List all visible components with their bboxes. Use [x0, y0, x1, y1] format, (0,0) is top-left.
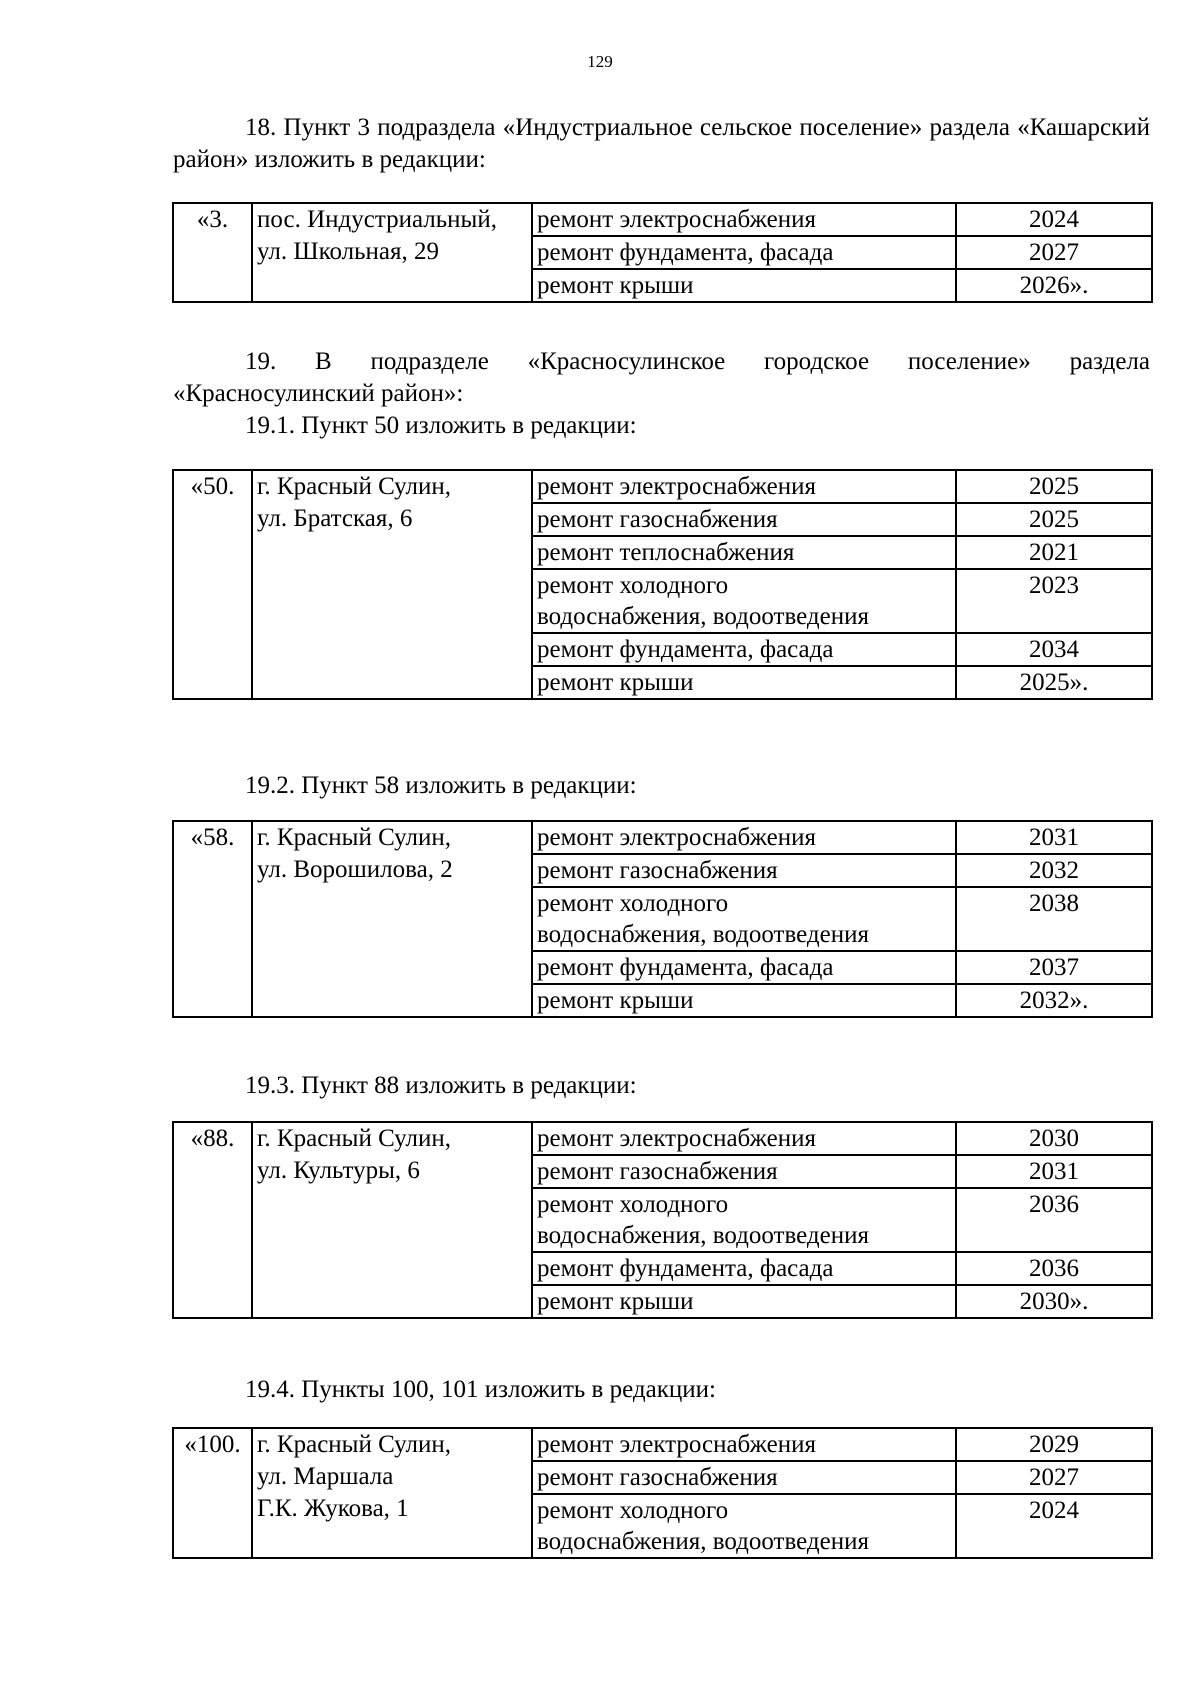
work-type-cell	[532, 1188, 956, 1252]
amendment-table	[172, 1121, 1153, 1319]
year-cell: 2026».	[956, 269, 1152, 302]
paragraph	[173, 346, 1150, 410]
work-type-cell	[532, 536, 956, 569]
year-cell: 2025	[956, 470, 1152, 503]
year-cell: 2024	[956, 1494, 1152, 1558]
work-type-line: ремонт фундамента, фасада	[537, 636, 834, 663]
address-line: пос. Индустриальный,	[257, 206, 497, 233]
item-number: «50.	[173, 470, 252, 699]
address-cell	[252, 821, 532, 1017]
work-type-cell	[532, 503, 956, 536]
year-cell: 2025».	[956, 666, 1152, 699]
work-type-line: ремонт фундамента, фасада	[537, 1255, 834, 1282]
item-number: «58.	[173, 821, 252, 1017]
work-type-cell	[532, 236, 956, 269]
work-type-line: ремонт холодного	[537, 572, 729, 599]
year-cell: 2030	[956, 1122, 1152, 1155]
address-line: ул. Культуры, 6	[257, 1157, 420, 1184]
table-row	[173, 1122, 1152, 1155]
work-type-line: водоснабжения, водоотведения	[537, 921, 869, 948]
year-cell: 2021	[956, 536, 1152, 569]
work-type-cell	[532, 821, 956, 854]
year-cell: 2027	[956, 1461, 1152, 1494]
year-cell: 2037	[956, 951, 1152, 984]
work-type-line: ремонт электроснабжения	[537, 824, 816, 851]
work-type-line: водоснабжения, водоотведения	[537, 1222, 869, 1249]
address-line: ул. Братская, 6	[257, 505, 413, 532]
work-type-cell	[532, 854, 956, 887]
subparagraph: 19.1. Пункт 50 изложить в редакции:	[245, 412, 637, 439]
work-type-line: ремонт газоснабжения	[537, 1158, 778, 1185]
page-number: 129	[587, 52, 613, 71]
address-line: г. Красный Сулин,	[257, 1125, 452, 1152]
address-line: ул. Школьная, 29	[257, 238, 439, 265]
paragraph	[173, 112, 1150, 176]
work-type-cell	[532, 1461, 956, 1494]
year-cell: 2032	[956, 854, 1152, 887]
address-cell	[252, 203, 532, 302]
amendment-table	[172, 1427, 1153, 1559]
work-type-cell	[532, 569, 956, 633]
work-type-line: ремонт газоснабжения	[537, 1464, 778, 1491]
table-row	[173, 470, 1152, 503]
year-cell: 2036	[956, 1252, 1152, 1285]
work-type-line: ремонт электроснабжения	[537, 1125, 816, 1152]
year-cell: 2031	[956, 821, 1152, 854]
work-type-line: ремонт газоснабжения	[537, 857, 778, 884]
address-cell	[252, 1428, 532, 1558]
work-type-line: ремонт холодного	[537, 1191, 729, 1218]
item-number: «100.	[173, 1428, 252, 1558]
work-type-cell	[532, 633, 956, 666]
year-cell: 2031	[956, 1155, 1152, 1188]
work-type-line: ремонт холодного	[537, 890, 729, 917]
work-type-line: ремонт теплоснабжения	[537, 539, 795, 566]
work-type-line: водоснабжения, водоотведения	[537, 603, 869, 630]
subparagraph: 19.3. Пункт 88 изложить в редакции:	[245, 1072, 637, 1099]
paragraph-text: 18. Пункт 3 подраздела «Индустриальное сельское поселение» раздела «Кашарский район» изложить в редакции:	[173, 114, 1150, 173]
amendment-table	[172, 820, 1153, 1018]
year-cell: 2027	[956, 236, 1152, 269]
paragraph-text: 19. В подразделе «Красносулинское городское поселение» раздела «Красносулинский район»:	[173, 348, 1150, 407]
address-cell	[252, 1122, 532, 1318]
subparagraph: 19.4. Пункты 100, 101 изложить в редакции:	[245, 1376, 716, 1403]
year-cell: 2036	[956, 1188, 1152, 1252]
item-number: «3.	[173, 203, 252, 302]
work-type-cell	[532, 1285, 956, 1318]
item-number: «88.	[173, 1122, 252, 1318]
work-type-cell	[532, 470, 956, 503]
table-row	[173, 203, 1152, 236]
work-type-line: ремонт крыши	[537, 987, 694, 1014]
subparagraph: 19.2. Пункт 58 изложить в редакции:	[245, 772, 637, 799]
work-type-cell	[532, 666, 956, 699]
work-type-cell	[532, 1155, 956, 1188]
work-type-cell	[532, 203, 956, 236]
year-cell: 2030».	[956, 1285, 1152, 1318]
year-cell: 2029	[956, 1428, 1152, 1461]
address-line: Г.К. Жукова, 1	[257, 1495, 409, 1522]
year-cell: 2032».	[956, 984, 1152, 1017]
year-cell: 2024	[956, 203, 1152, 236]
address-line: ул. Маршала	[257, 1463, 394, 1490]
work-type-line: ремонт газоснабжения	[537, 506, 778, 533]
work-type-line: ремонт крыши	[537, 272, 694, 299]
work-type-cell	[532, 1428, 956, 1461]
work-type-line: ремонт холодного	[537, 1497, 729, 1524]
address-cell	[252, 470, 532, 699]
work-type-cell	[532, 269, 956, 302]
work-type-line: ремонт электроснабжения	[537, 206, 816, 233]
work-type-line: ремонт фундамента, фасада	[537, 954, 834, 981]
table-row	[173, 1428, 1152, 1461]
year-cell: 2038	[956, 887, 1152, 951]
work-type-line: ремонт крыши	[537, 669, 694, 696]
work-type-cell	[532, 984, 956, 1017]
year-cell: 2034	[956, 633, 1152, 666]
amendment-table	[172, 202, 1153, 303]
address-line: ул. Ворошилова, 2	[257, 856, 453, 883]
work-type-cell	[532, 887, 956, 951]
work-type-line: ремонт электроснабжения	[537, 1431, 816, 1458]
work-type-line: ремонт электроснабжения	[537, 473, 816, 500]
address-line: г. Красный Сулин,	[257, 824, 452, 851]
amendment-table	[172, 469, 1153, 700]
work-type-cell	[532, 1252, 956, 1285]
address-line: г. Красный Сулин,	[257, 473, 452, 500]
table-row	[173, 821, 1152, 854]
work-type-cell	[532, 951, 956, 984]
year-cell: 2025	[956, 503, 1152, 536]
work-type-cell	[532, 1494, 956, 1558]
work-type-line: ремонт крыши	[537, 1288, 694, 1315]
work-type-cell	[532, 1122, 956, 1155]
work-type-line: ремонт фундамента, фасада	[537, 239, 834, 266]
address-line: г. Красный Сулин,	[257, 1431, 452, 1458]
work-type-line: водоснабжения, водоотведения	[537, 1528, 869, 1555]
year-cell: 2023	[956, 569, 1152, 633]
